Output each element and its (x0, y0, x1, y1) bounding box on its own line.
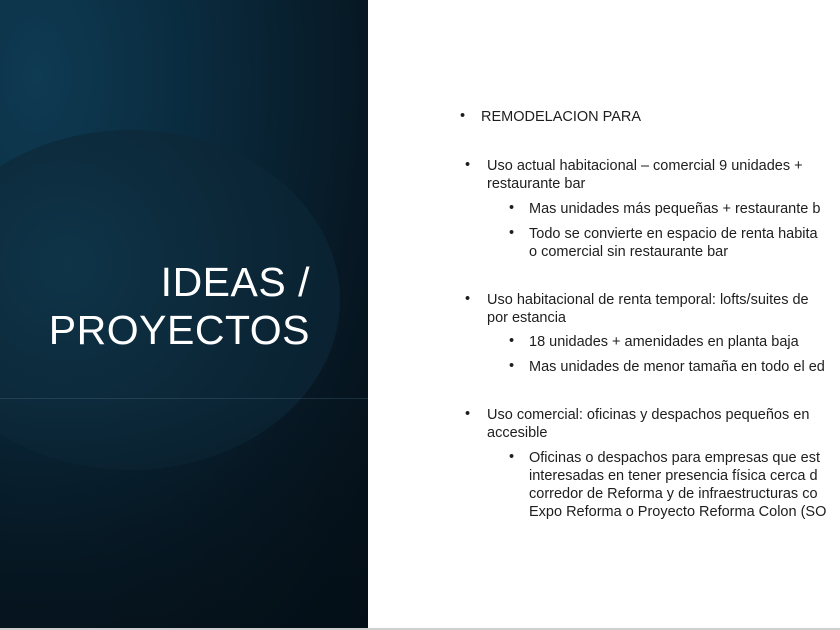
decorative-divider (0, 398, 368, 399)
decorative-band (0, 398, 368, 628)
section-2-line-1: Uso habitacional de renta temporal: lofts/suites de (487, 292, 809, 308)
bullet-icon: • (509, 358, 515, 374)
sub-2-1-text: 18 unidades + amenidades en planta baja (529, 334, 799, 350)
bullet-icon: • (465, 291, 471, 307)
sub-1-1-text: Mas unidades más pequeñas + restaurante b (529, 201, 821, 217)
section-1-line-2: restaurante bar (487, 176, 586, 192)
bullet-icon: • (509, 333, 515, 349)
sub-1-2-line-2: o comercial sin restaurante bar (529, 244, 729, 260)
content-area (455, 0, 840, 628)
heading-text: REMODELACION PARA (481, 109, 642, 125)
sub-1-2-line-1: Todo se convierte en espacio de renta habita (529, 226, 818, 242)
bullet-icon: • (509, 225, 515, 241)
slide-title (10, 258, 310, 354)
sub-3-1-line-1: Oficinas o despachos para empresas que est (529, 450, 820, 466)
bullet-icon: • (460, 108, 466, 124)
slide-title-line-2: PROYECTOS (48, 307, 310, 353)
section-3-line-2: accesible (487, 425, 548, 441)
slide-title-line-1: IDEAS / (160, 259, 310, 305)
title-panel (0, 0, 368, 628)
sub-3-1-line-3: corredor de Reforma y de infraestructuras co (529, 486, 818, 502)
section-2-line-2: por estancia (487, 310, 566, 326)
bullet-icon: • (509, 449, 515, 465)
sub-3-1-line-2: interesadas en tener presencia física cerca d (529, 468, 818, 484)
section-1-line-1: Uso actual habitacional – comercial 9 unidades + (487, 158, 803, 174)
bullet-icon: • (465, 157, 471, 173)
bullet-icon: • (509, 200, 515, 216)
sub-3-1-line-4: Expo Reforma o Proyecto Reforma Colon (SO (529, 504, 827, 520)
section-3-line-1: Uso comercial: oficinas y despachos pequeños en (487, 407, 810, 423)
sub-2-2-text: Mas unidades de menor tamaña en todo el ed (529, 359, 825, 375)
bullet-icon: • (465, 406, 471, 422)
